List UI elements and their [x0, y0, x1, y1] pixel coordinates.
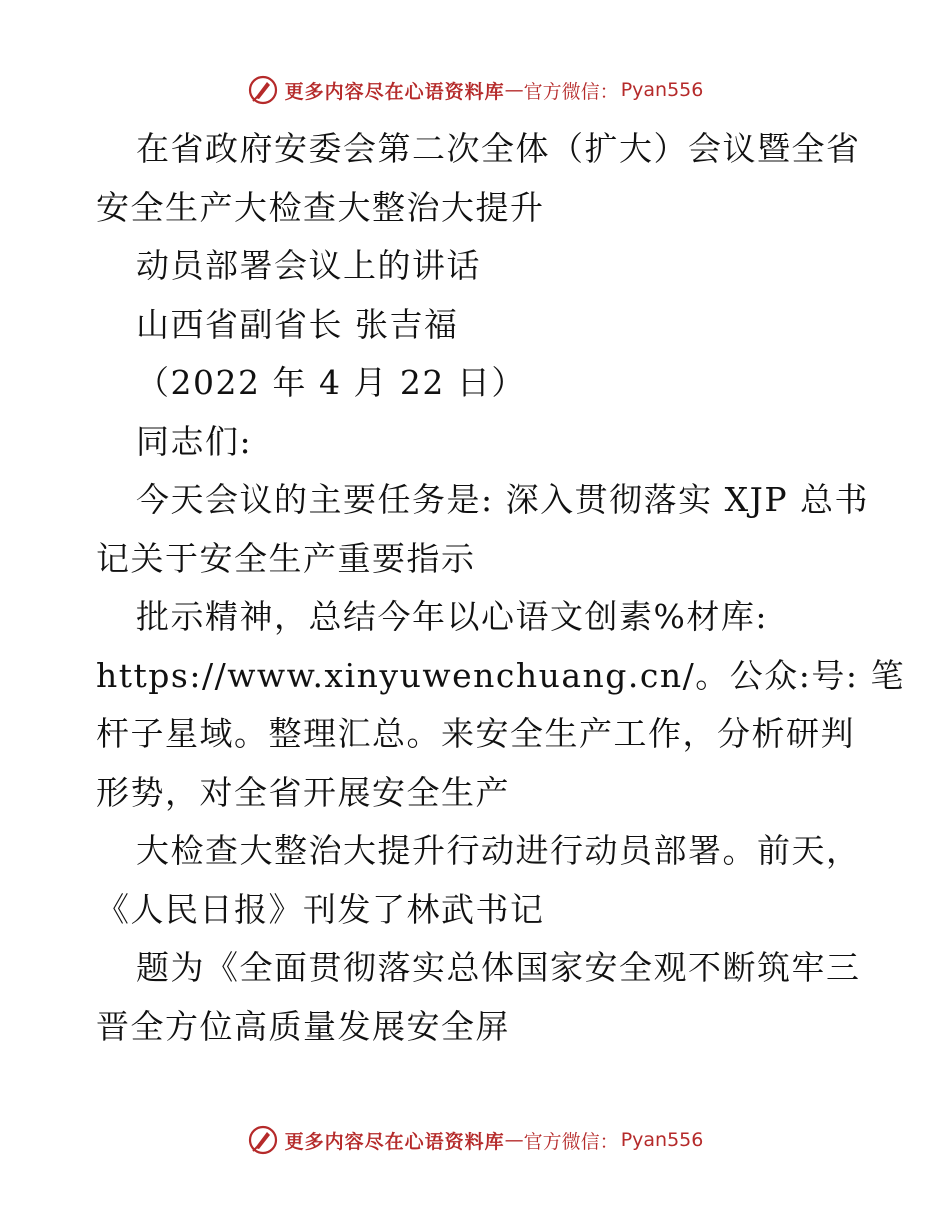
watermark-wechat-label: 官方微信： — [523, 1130, 619, 1153]
watermark-wechat-id: Pyan556 — [620, 1129, 704, 1151]
text-line: 大检查大整治大提升行动进行动员部署。前天， — [136, 831, 861, 870]
watermark-wechat-label: 官方微信： — [523, 80, 619, 103]
text-line: 杆子星域。整理汇总。来安全生产工作，分析研判 — [96, 714, 855, 753]
text-line: 批示精神，总结今年以心语文创素%材库: — [136, 597, 768, 636]
text-line: https://www.xinyuwenchuang.cn/。公众:号: 笔 — [96, 655, 905, 695]
watermark-main-text: 更多内容尽在心语资料库 — [284, 1130, 505, 1153]
text-line: 动员部署会议上的讲话 — [136, 246, 481, 285]
quill-logo-icon — [247, 1124, 279, 1156]
document-body — [96, 120, 905, 1056]
quill-logo-icon — [247, 74, 279, 106]
text-line: 山西省副省长 张吉福 — [136, 304, 459, 344]
text-line: 安全生产大检查大整治大提升 — [96, 187, 545, 227]
text-line: 同志们: — [136, 421, 253, 461]
watermark-wechat-id: Pyan556 — [620, 79, 704, 101]
watermark-dash: — — [504, 1129, 524, 1151]
text-line: 记关于安全生产重要指示 — [96, 538, 476, 578]
watermark-banner-bottom — [0, 1120, 950, 1160]
text-line: 在省政府安委会第二次全体（扩大）会议暨全省 — [136, 129, 861, 168]
text-line: 今天会议的主要任务是: 深入贯彻落实 XJP 总书 — [136, 480, 870, 519]
watermark-banner-top — [0, 70, 950, 110]
text-line: 形势，对全省开展安全生产 — [96, 772, 510, 812]
text-line: 《人民日报》刊发了林武书记 — [96, 889, 545, 929]
text-line: 题为《全面贯彻落实总体国家安全观不断筑牢三 — [136, 948, 861, 987]
text-line: 晋全方位高质量发展安全屏 — [96, 1006, 510, 1046]
text-line: （2022 年 4 月 22 日） — [136, 363, 526, 402]
watermark-dash: — — [504, 79, 524, 101]
watermark-main-text: 更多内容尽在心语资料库 — [284, 80, 505, 103]
